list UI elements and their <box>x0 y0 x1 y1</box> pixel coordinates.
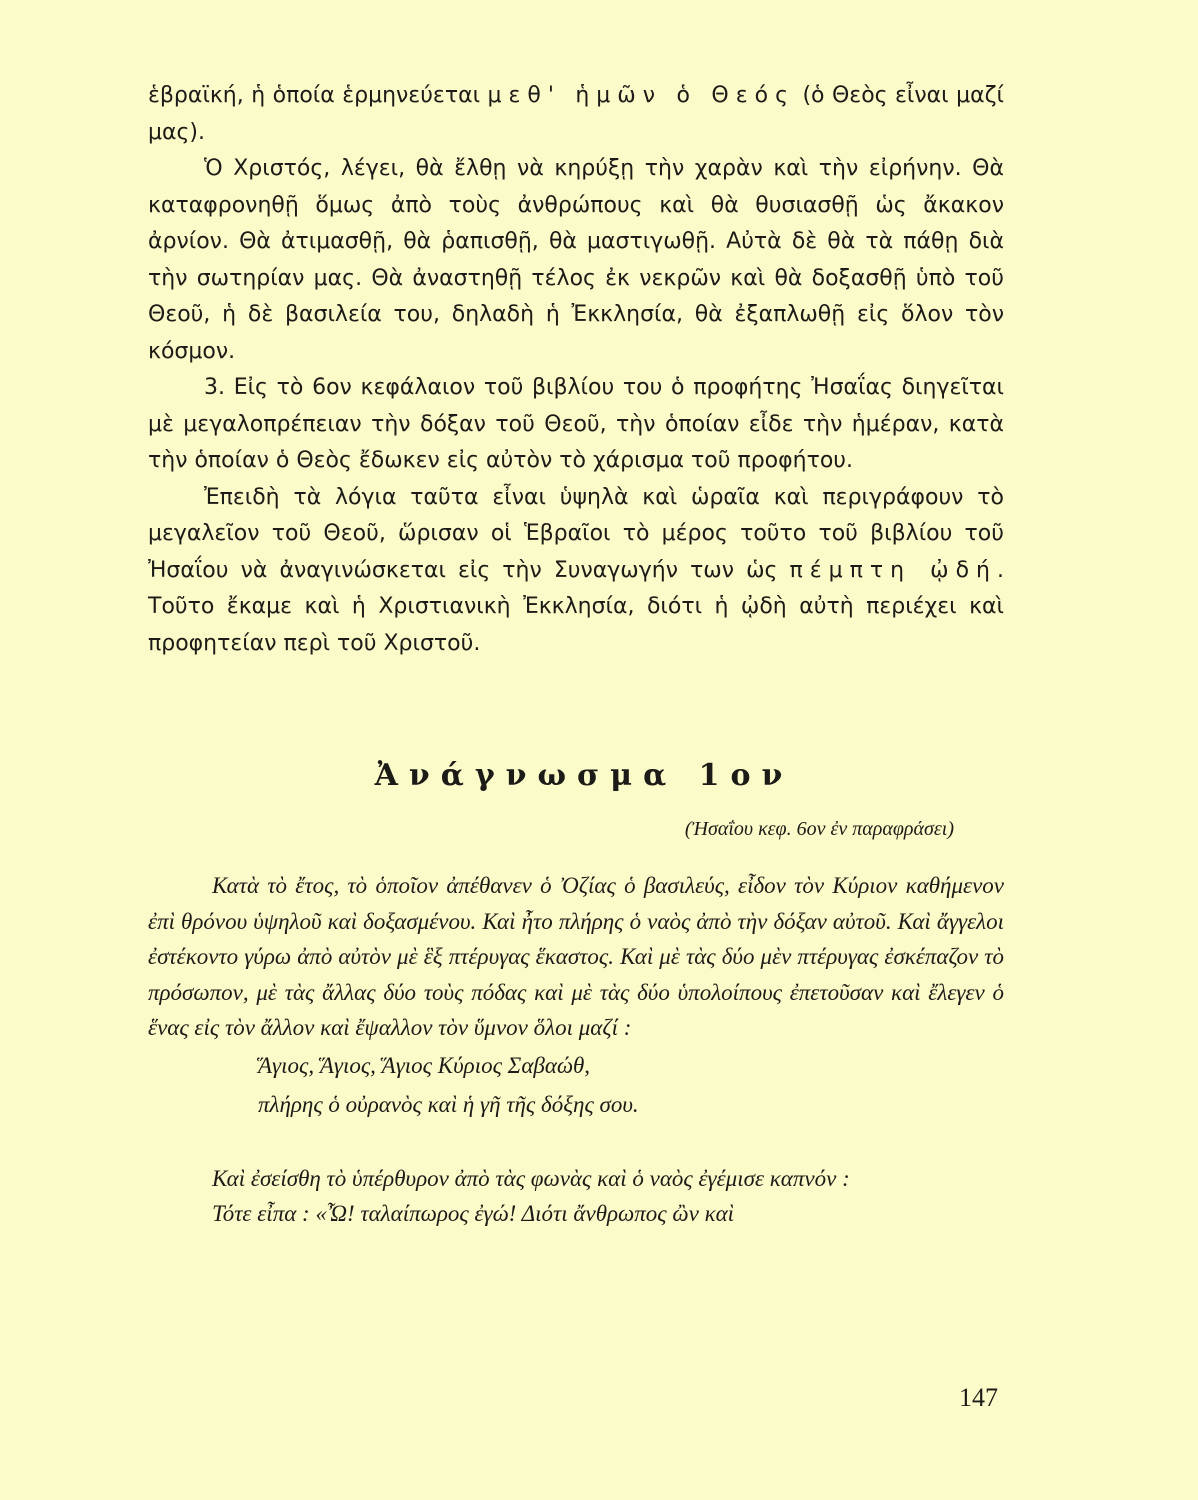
reading-paragraph-1: Κατὰ τὸ ἔτος, τὸ ὁποῖον ἀπέθανεν ὁ Ὀζίας ὁ βασιλεύς, εἶδον τὸν Κύριον καθήμενον ἐπὶ θρόνου ὑψηλοῦ καὶ δοξασμένου. Καὶ ἦτο πλήρης ὁ ναὸς ἀπὸ τὴν δόξαν αὐτοῦ. Καὶ ἄγγελοι ἐστέκοντο γύρω ἀπὸ αὐτὸν μὲ ἓξ πτέρυγας ἕκαστος. Καὶ μὲ τὰς δύο μὲν πτέρυγας ἐσκέπαζον τὸ πρόσωπον, μὲ τὰς ἄλλας δύο τοὺς πόδας καὶ μὲ τὰς δύο ὑπολοίπους ἐπετοῦσαν καὶ ἔλεγεν ὁ ἕνας εἰς τὸν ἄλλον καὶ ἔψαλλον τὸν ὕμνον ὅλοι μαζί : <box>148 873 1004 1040</box>
paragraph-2: Ὁ Χριστός, λέγει, θὰ ἔλθῃ νὰ κηρύξῃ τὴν χαρὰν καὶ τὴν εἰρήνην. Θὰ καταφρονηθῇ ὅμως ἀπὸ τοὺς ἀνθρώπους καὶ θὰ θυσιασθῇ ὡς ἄκακον ἀρνίον. Θὰ ἀτιμασθῇ, θὰ ῥαπισθῇ, θὰ μαστιγωθῇ. Αὐτὰ δὲ θὰ τὰ πάθῃ διὰ τὴν σωτηρίαν μας. Θὰ ἀναστηθῇ τέλος ἐκ νεκρῶν καὶ θὰ δοξασθῇ ὑπὸ τοῦ Θεοῦ, ἡ δὲ βασιλεία του, δηλαδὴ ἡ Ἐκκλησία, θὰ ἐξαπλωθῇ εἰς ὅλον τὸν κόσμον. <box>148 156 1004 364</box>
page <box>148 78 1004 1226</box>
reading-paragraph-3: Τότε εἶπα : «Ὦ! ταλαίπωρος ἐγώ! Διότι ἄνθρωπος ὢν καὶ <box>212 1201 735 1226</box>
paragraph-4 <box>148 480 1004 663</box>
scripture-reading <box>148 868 1004 1232</box>
paragraph-1-end: (ὁ Θεὸς εἶναι μαζί μας). <box>148 83 1004 145</box>
body-text <box>148 78 1004 662</box>
spaced-phrase-meth-imon: μεθ' ἡμῶν ὁ Θεός <box>487 83 795 108</box>
page-number: 147 <box>959 1383 998 1412</box>
source-citation: (Ἠσαΐου κεφ. 6ον ἐν παραφράσει) <box>684 818 954 840</box>
hymn-line-2: πλήρης ὁ οὐρανὸς καὶ ἡ γῆ τῆς δόξης σου. <box>258 1091 639 1117</box>
paragraph-4-end: . Τοῦτο ἔκαμε καὶ ἡ Χριστιανικὴ Ἐκκλησία, διότι ἡ ᾠδὴ αὐτὴ περιέχει καὶ προφητείαν περὶ τοῦ Χριστοῦ. <box>148 557 1004 656</box>
reading-paragraph-2: Καὶ ἐσείσθη τὸ ὑπέρθυρον ἀπὸ τὰς φωνὰς καὶ ὁ ναὸς ἐγέμισε καπνόν : <box>212 1165 850 1191</box>
paragraph-1 <box>148 78 1004 151</box>
paragraph-4-start: Ἐπειδὴ τὰ λόγια ταῦτα εἶναι ὑψηλὰ καὶ ὡραῖα καὶ περιγράφουν τὸ μεγαλεῖον τοῦ Θεοῦ, ὥρισαν οἱ Ἑβραῖοι τὸ μέρος τοῦτο τοῦ βιβλίου τοῦ Ἠσαΐου νὰ ἀναγινώσκεται εἰς τὴν Συναγωγήν των ὡς <box>148 484 1004 583</box>
section-heading: Ἀνάγνωσμα 1ον <box>374 758 794 793</box>
hymn-line-1: Ἅγιος, Ἅγιος, Ἅγιος Κύριος Σαβαώθ, <box>258 1052 591 1078</box>
paragraph-3: 3. Εἰς τὸ 6ον κεφάλαιον τοῦ βιβλίου του ὁ προφήτης Ἠσαΐας διηγεῖται μὲ μεγαλοπρέπειαν τὴν δόξαν τοῦ Θεοῦ, τὴν ὁποίαν εἶδε τὴν ἡμέραν, κατὰ τὴν ὁποίαν ὁ Θεὸς ἔδωκεν εἰς αὐτὸν τὸ χάρισμα τοῦ προφήτου. <box>148 375 1004 473</box>
spaced-phrase-pempti-odi: πέμπτη ᾠδή <box>789 557 997 583</box>
paragraph-1-start: ἑβραϊκή, ἡ ὁποία ἑρμηνεύεται <box>148 83 488 108</box>
